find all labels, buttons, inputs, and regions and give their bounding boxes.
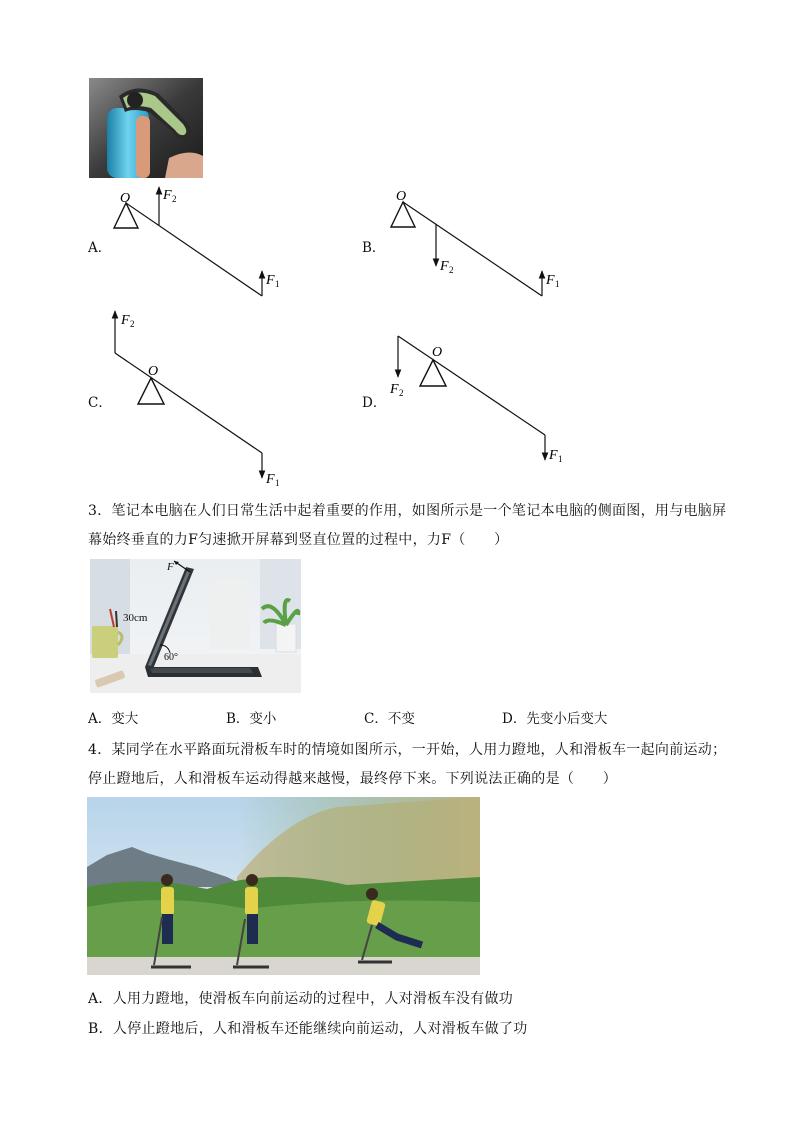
q3-option-b[interactable]: B．变小 bbox=[226, 711, 277, 727]
question-3-line-2: 幕始终垂直的力F匀速掀开屏幕到竖直位置的过程中，力F（ ） bbox=[88, 532, 509, 548]
angle-label: 60° bbox=[164, 652, 178, 663]
question-4-line-2: 停止蹬地后，人和滑板车运动得越来越慢，最终停下来。下列说法正确的是（ ） bbox=[88, 771, 618, 787]
question-3-line-1: 3．笔记本电脑在人们日常生活中起着重要的作用，如图所示是一个笔记本电脑的侧面图，用与电脑屏 bbox=[88, 503, 727, 519]
svg-text:O: O bbox=[396, 189, 407, 204]
svg-text:F: F bbox=[546, 273, 555, 288]
q3-option-c[interactable]: C．不变 bbox=[364, 711, 415, 727]
svg-text:O: O bbox=[148, 364, 159, 379]
scooter-photo bbox=[87, 797, 480, 975]
q3-option-a[interactable]: A．变大 bbox=[88, 711, 139, 727]
lever-diagram-a bbox=[100, 180, 300, 300]
option-d-label[interactable]: D． bbox=[362, 395, 387, 411]
svg-text:F: F bbox=[121, 313, 130, 328]
svg-text:2: 2 bbox=[172, 194, 177, 204]
laptop-photo bbox=[90, 559, 301, 693]
svg-text:1: 1 bbox=[275, 478, 280, 488]
svg-text:2: 2 bbox=[399, 388, 404, 398]
force-label: F bbox=[167, 561, 174, 573]
option-c-label[interactable]: C． bbox=[88, 395, 112, 411]
lever-diagram-b bbox=[380, 180, 580, 300]
svg-text:F: F bbox=[163, 188, 172, 203]
svg-text:1: 1 bbox=[558, 454, 563, 464]
svg-text:F: F bbox=[440, 259, 449, 274]
svg-text:F: F bbox=[390, 382, 399, 397]
q3-option-d[interactable]: D．先变小后变大 bbox=[502, 711, 608, 727]
q4-option-a[interactable]: A．人用力蹬地，使滑板车向前运动的过程中，人对滑板车没有做功 bbox=[88, 991, 514, 1007]
svg-text:1: 1 bbox=[555, 279, 560, 289]
svg-text:F: F bbox=[549, 448, 558, 463]
svg-text:2: 2 bbox=[449, 265, 454, 275]
svg-text:O: O bbox=[432, 345, 443, 360]
pivot-label: O bbox=[120, 191, 131, 206]
q4-option-b[interactable]: B．人停止蹬地后，人和滑板车还能继续向前运动，人对滑板车做了功 bbox=[88, 1021, 528, 1037]
lever-diagram-c bbox=[100, 308, 300, 488]
question-4-line-1: 4．某同学在水平路面玩滑板车时的情境如图所示，一开始，人用力蹬地，人和滑板车一起向前运动； bbox=[88, 742, 727, 758]
option-b-label[interactable]: B． bbox=[362, 240, 386, 256]
svg-text:F: F bbox=[266, 472, 275, 487]
option-a-label[interactable]: A． bbox=[88, 240, 112, 256]
lever-diagram-d bbox=[380, 325, 580, 470]
svg-text:1: 1 bbox=[275, 279, 280, 289]
svg-text:F: F bbox=[266, 273, 275, 288]
bottle-opener-photo bbox=[89, 78, 203, 178]
length-label: 30cm bbox=[123, 612, 148, 624]
svg-text:2: 2 bbox=[130, 319, 135, 329]
